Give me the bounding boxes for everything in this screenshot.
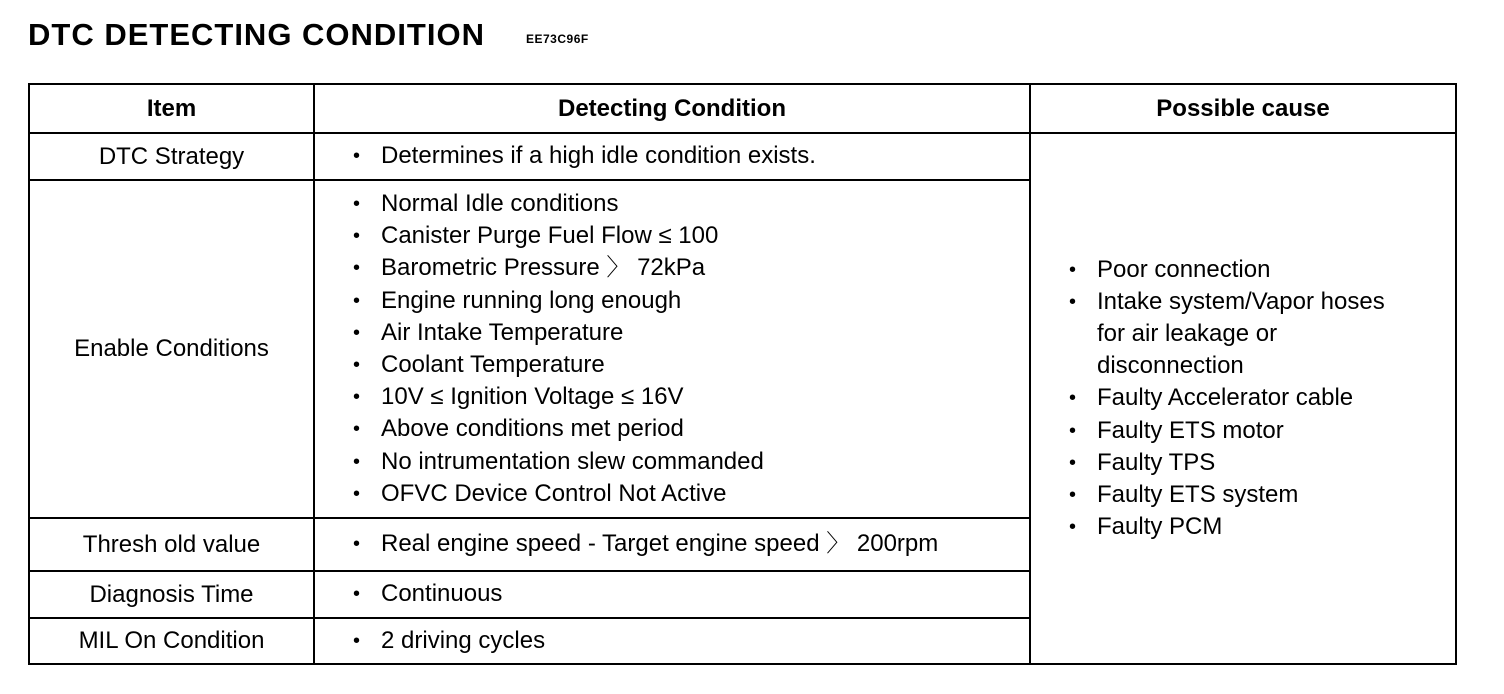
list-item: • Determines if a high idle condition exists. bbox=[353, 140, 1029, 172]
list-item: • Engine running long enough bbox=[353, 285, 1029, 317]
row-item-threshold-value: Thresh old value bbox=[29, 518, 314, 571]
list-item: • Continuous bbox=[353, 578, 1029, 610]
list-item: • OFVC Device Control Not Active bbox=[353, 478, 1029, 510]
header-possible-cause: Possible cause bbox=[1030, 84, 1456, 133]
list-item: • Faulty ETS system bbox=[1069, 479, 1455, 511]
list-item: • Above conditions met period bbox=[353, 413, 1029, 445]
possible-cause-cell bbox=[1030, 133, 1456, 664]
row-item-diagnosis-time: Diagnosis Time bbox=[29, 571, 314, 618]
list-item: • Faulty PCM bbox=[1069, 511, 1455, 543]
list-item: • Coolant Temperature bbox=[353, 349, 1029, 381]
row-conditions bbox=[314, 571, 1030, 618]
header-detecting-condition: Detecting Condition bbox=[314, 84, 1030, 133]
list-item: • Faulty Accelerator cable bbox=[1069, 382, 1455, 414]
list-item: • Intake system/Vapor hoses for air leakage or disconnection bbox=[1069, 286, 1397, 383]
dtc-condition-table bbox=[28, 83, 1457, 665]
row-item-dtc-strategy: DTC Strategy bbox=[29, 133, 314, 180]
list-item: • Faulty ETS motor bbox=[1069, 415, 1455, 447]
table-row bbox=[29, 133, 1456, 180]
row-conditions bbox=[314, 618, 1030, 664]
document-code: EE73C96F bbox=[526, 32, 589, 46]
page-title: DTC DETECTING CONDITION bbox=[28, 17, 485, 52]
list-item: • Real engine speed - Target engine speed 〉 200rpm bbox=[353, 528, 1029, 560]
list-item: • Faulty TPS bbox=[1069, 447, 1455, 479]
row-item-enable-conditions: Enable Conditions bbox=[29, 180, 314, 518]
list-item: • Canister Purge Fuel Flow ≤ 100 bbox=[353, 220, 1029, 252]
row-conditions bbox=[314, 133, 1030, 180]
list-item: • Air Intake Temperature bbox=[353, 317, 1029, 349]
list-item: • Normal Idle conditions bbox=[353, 188, 1029, 220]
list-item: • Poor connection bbox=[1069, 254, 1455, 286]
row-item-mil-on-condition: MIL On Condition bbox=[29, 618, 314, 664]
row-conditions bbox=[314, 518, 1030, 571]
list-item: • 2 driving cycles bbox=[353, 625, 1029, 657]
list-item: • 10V ≤ Ignition Voltage ≤ 16V bbox=[353, 381, 1029, 413]
header-row bbox=[29, 84, 1456, 133]
row-conditions bbox=[314, 180, 1030, 518]
list-item: • Barometric Pressure 〉 72kPa bbox=[353, 252, 1029, 284]
list-item: • No intrumentation slew commanded bbox=[353, 446, 1029, 478]
header-item: Item bbox=[29, 84, 314, 133]
